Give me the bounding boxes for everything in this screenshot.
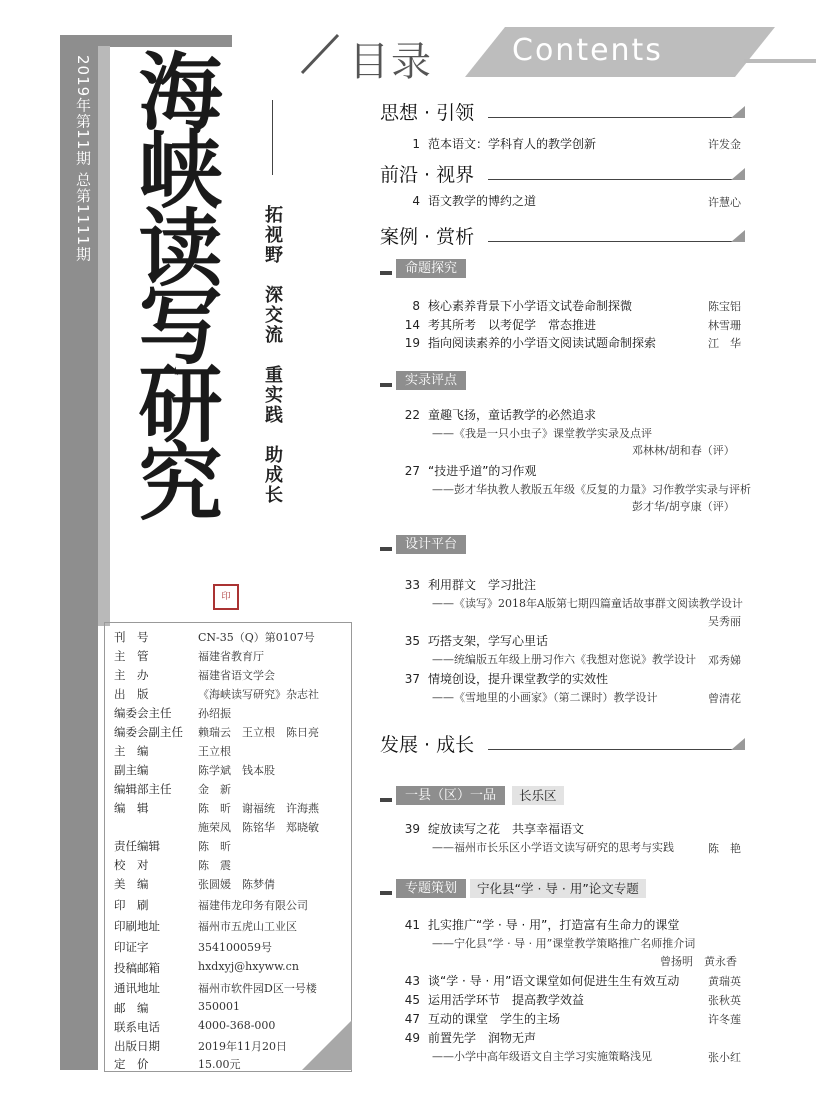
left-top-band: [60, 35, 232, 47]
section-tick-icon: [731, 230, 745, 242]
info-row: 邮 编 350001: [114, 1000, 240, 1015]
section-line: [488, 241, 744, 242]
toc-entry[interactable]: 43 谈“学 · 导 · 用”语文课堂如何促进生生有效互动: [404, 974, 680, 988]
info-row: 刊 号 CN-35（Q）第0107号: [114, 630, 315, 644]
section-line: [488, 179, 744, 180]
section-tick-icon: [731, 738, 745, 750]
toc-author: 曾清花: [708, 692, 741, 705]
section-title: 发展 · 成长: [380, 734, 475, 756]
toc-author: 江 华: [708, 337, 741, 350]
sub-dash: [380, 271, 392, 275]
toc-subtitle: ——小学中高年级语文自主学习实施策略浅见: [432, 1050, 652, 1063]
sub-dash: [380, 547, 392, 551]
toc-entry[interactable]: 22 童趣飞扬，童话教学的必然追求: [404, 408, 597, 422]
sub-dash: [380, 798, 392, 802]
toc-entry[interactable]: 45 运用活学环节 提高教学效益: [404, 993, 585, 1007]
title-frame-line: [272, 100, 273, 175]
sub-tag: 设计平台: [396, 535, 466, 554]
sub-tag: 一县（区）一品: [396, 786, 505, 805]
sub-tag: 专题策划: [396, 879, 466, 898]
toc-author: 张秋英: [708, 994, 741, 1007]
toc-entry[interactable]: 1 范本语文：学科育人的教学创新: [412, 137, 597, 151]
toc-subtitle: ——《读写》2018年A版第七期四篇童话故事群文阅读教学设计: [432, 597, 743, 610]
info-row: 主 编 王立根: [114, 744, 231, 758]
sub-tag-extra: 长乐区: [512, 786, 564, 805]
info-row: 出版日期 2019年11月20日: [114, 1039, 287, 1053]
toc-author: 陈宝铝: [708, 300, 741, 313]
section-line: [488, 749, 744, 750]
section-tick-icon: [731, 168, 745, 180]
sub-dash: [380, 383, 392, 387]
header-mulu: 目录: [349, 39, 433, 85]
info-row: 副主编 陈学斌 钱本股: [114, 763, 275, 777]
section-line: [488, 117, 744, 118]
toc-author: 陈 艳: [708, 842, 741, 855]
issue-number-vertical: 2019年第11期 总第1111期: [74, 55, 92, 263]
toc-entry[interactable]: 19 指向阅读素养的小学语文阅读试题命制探索: [404, 336, 657, 350]
toc-subtitle: ——福州市长乐区小学语文读写研究的思考与实践: [432, 841, 674, 854]
toc-entry[interactable]: 27 “技进乎道”的习作观: [404, 464, 537, 478]
info-row: 主 办 福建省语文学会: [114, 668, 275, 682]
info-row: 编委会主任 孙绍振: [114, 706, 231, 720]
toc-entry[interactable]: 47 互动的课堂 学生的主场: [404, 1012, 561, 1026]
section-title: 前沿 · 视界: [380, 164, 475, 186]
toc-author: 张小红: [708, 1051, 741, 1064]
toc-subtitle: ——《雪地里的小画家》（第二课时）教学设计: [432, 691, 658, 704]
section-tick-icon: [731, 106, 745, 118]
sub-tag: 实录评点: [396, 371, 466, 390]
info-row: 印证字 354100059号: [114, 940, 272, 954]
header-right-line: [744, 59, 816, 63]
section-title: 思想 · 引领: [380, 102, 475, 124]
toc-entry[interactable]: 37 情境创设，提升课堂教学的实效性: [404, 672, 609, 686]
toc-subtitle: ——统编版五年级上册习作六《我想对您说》教学设计: [432, 653, 696, 666]
info-row: 编委会副主任 赖瑞云 王立根 陈日亮: [114, 725, 319, 739]
toc-author: 邓林林/胡和春（评）: [632, 444, 735, 457]
info-row: 施荣凤 陈铭华 郑晓敏: [198, 821, 319, 834]
sub-dash: [380, 891, 392, 895]
toc-entry[interactable]: 14 考其所考 以考促学 常态推进: [404, 318, 597, 332]
info-row: 定 价 15.00元: [114, 1057, 241, 1071]
header-slash-icon: [300, 33, 340, 75]
toc-author: 彭才华/胡亨康（评）: [632, 500, 735, 513]
toc-subtitle: ——《我是一只小虫子》课堂教学实录及点评: [432, 427, 652, 440]
toc-entry[interactable]: 41 扎实推广“学 · 导 · 用”，打造富有生命力的课堂: [404, 918, 680, 932]
toc-subtitle: ——宁化县“学 · 导 · 用”课堂教学策略推广名师推介词: [432, 937, 696, 950]
info-row: 通讯地址 福州市软件园D区一号楼: [114, 981, 317, 995]
info-row: 编 辑 陈 昕 谢福统 许海燕: [114, 801, 319, 815]
toc-author: 曾扬明 黄永香: [660, 955, 737, 968]
slogan-vertical: 拓视野 深交流 重实践 助成长: [262, 205, 283, 505]
info-row: 编辑部主任 金 新: [114, 782, 231, 796]
info-row: 主 管 福建省教育厅: [114, 649, 264, 663]
info-row: 印 刷 福建伟龙印务有限公司: [114, 898, 308, 912]
left-light-strip: [98, 46, 110, 626]
toc-author: 许冬莲: [708, 1013, 741, 1026]
toc-entry[interactable]: 4 语文教学的博约之道: [412, 194, 537, 208]
toc-author: 吴秀丽: [708, 615, 741, 628]
toc-entry[interactable]: 33 利用群文 学习批注: [404, 578, 537, 592]
info-row: 印刷地址 福州市五虎山工业区: [114, 919, 297, 933]
toc-author: 黄瑞英: [708, 975, 741, 988]
toc-entry[interactable]: 8 核心素养背景下小学语文试卷命制探微: [412, 299, 633, 313]
toc-author: 许慧心: [708, 196, 741, 209]
info-row: 投稿邮箱 hxdxyj@hxyww.cn: [114, 960, 299, 975]
info-row: 美 编 张圆媛 陈梦倩: [114, 877, 275, 891]
toc-author: 邓秀娣: [708, 654, 741, 667]
toc-entry[interactable]: 39 绽放读写之花 共享幸福语文: [404, 822, 585, 836]
toc-entry[interactable]: 35 巧搭支架，学写心里话: [404, 634, 549, 648]
toc-subtitle: ——彭才华执教人教版五年级《反复的力量》习作教学实录与评析: [432, 483, 751, 496]
toc-author: 许发金: [708, 138, 741, 151]
masthead-rows: [104, 622, 350, 1070]
section-title: 案例 · 赏析: [380, 226, 475, 248]
seal-stamp: 印: [213, 584, 239, 610]
toc-author: 林雪珊: [708, 319, 741, 332]
toc-entry[interactable]: 49 前置先学 润物无声: [404, 1031, 537, 1045]
info-row: 责任编辑 陈 昕: [114, 839, 231, 853]
info-row: 校 对 陈 震: [114, 858, 231, 872]
info-row: 出 版 《海峡读写研究》杂志社: [114, 687, 319, 701]
journal-title: 海峡读写研究: [125, 48, 224, 516]
sub-tag: 命题探究: [396, 259, 466, 278]
sub-tag-extra: 宁化县“学 · 导 · 用”论文专题: [470, 879, 646, 898]
info-row: 联系电话 4000-368-000: [114, 1019, 276, 1034]
header-contents-text: Contents: [512, 33, 663, 68]
